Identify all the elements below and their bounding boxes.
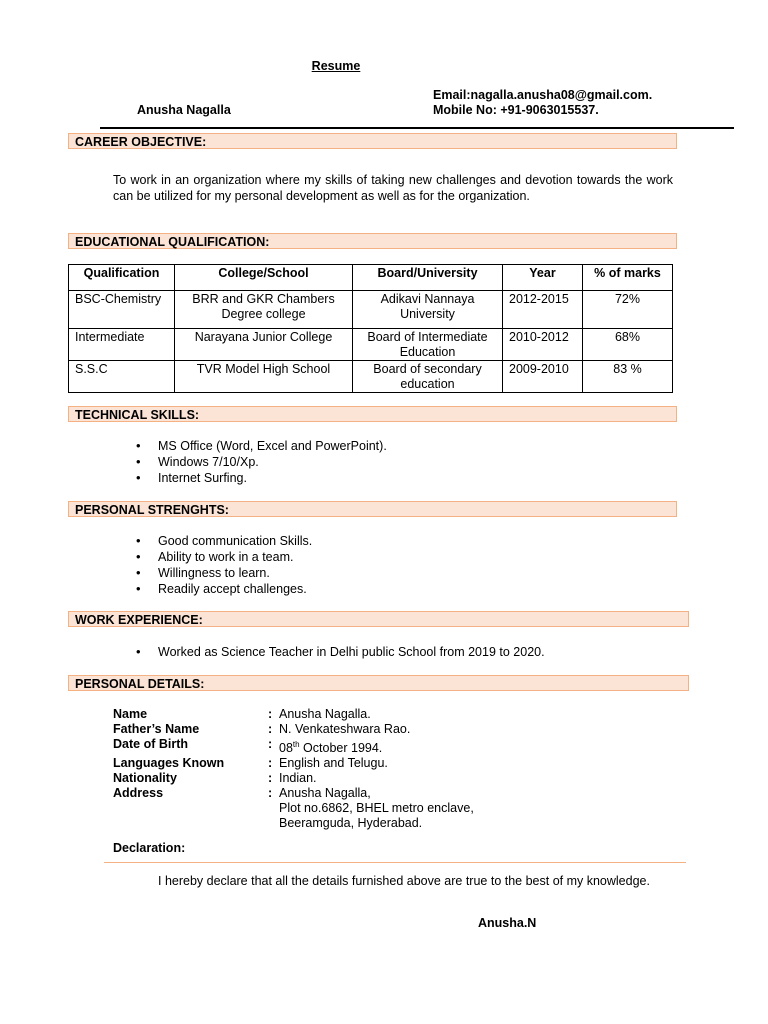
list-item: • Windows 7/10/Xp. — [136, 454, 387, 470]
column-header: % of marks — [583, 265, 673, 291]
detail-colon: : — [268, 756, 273, 771]
work-experience-heading: WORK EXPERIENCE: — [68, 611, 689, 627]
header-divider — [100, 127, 734, 129]
table-cell: 83 % — [583, 361, 673, 393]
detail-colon: : — [268, 771, 273, 786]
dob-suffix: th — [292, 740, 300, 749]
resume-title: Resume — [311, 59, 361, 73]
dob-day: 08 — [279, 741, 293, 756]
detail-value: Anusha Nagalla. — [279, 707, 371, 721]
address-line: Plot no.6862, BHEL metro enclave, — [279, 801, 474, 816]
list-item: • MS Office (Word, Excel and PowerPoint). — [136, 438, 387, 454]
table-cell: BRR and GKR Chambers Degree college — [175, 291, 353, 329]
table-cell: Narayana Junior College — [175, 329, 353, 361]
detail-label: Nationality — [113, 771, 177, 786]
detail-row-dob — [113, 737, 474, 756]
table-cell: BSC-Chemistry — [69, 291, 175, 329]
list-item: • Readily accept challenges. — [136, 581, 312, 597]
table-cell: 2009-2010 — [503, 361, 583, 393]
detail-value: English and Telugu. — [279, 756, 388, 771]
table-cell: Board of Intermediate Education — [353, 329, 503, 361]
education-table — [68, 264, 673, 393]
table-cell: TVR Model High School — [175, 361, 353, 393]
table-cell: 2010-2012 — [503, 329, 583, 361]
detail-colon: : — [268, 722, 273, 736]
email-text: Email:nagalla.anusha08@gmail.com. — [433, 88, 653, 102]
detail-row-nationality — [113, 771, 474, 786]
column-header: Year — [503, 265, 583, 291]
education-heading: EDUCATIONAL QUALIFICATION: — [68, 233, 677, 249]
column-header: Board/University — [353, 265, 503, 291]
address-line: Anusha Nagalla, — [279, 786, 371, 801]
table-cell: 72% — [583, 291, 673, 329]
column-header: College/School — [175, 265, 353, 291]
list-item: • Internet Surfing. — [136, 470, 387, 486]
detail-row-languages — [113, 756, 474, 771]
table-row — [69, 291, 673, 329]
career-objective-text: To work in an organization where my skills of taking new challenges and devotion towards the work can be utilized for my personal development as well as for the organization. — [113, 173, 673, 203]
declaration-heading: Declaration: — [113, 841, 186, 855]
detail-row-name — [113, 707, 474, 722]
mobile-text: Mobile No: +91-9063015537. — [433, 103, 599, 117]
work-experience-list — [136, 644, 545, 660]
detail-label: Name — [113, 707, 148, 721]
detail-colon: : — [268, 786, 273, 801]
detail-row-father — [113, 722, 474, 737]
detail-colon: : — [268, 737, 273, 751]
signature: Anusha.N — [478, 916, 537, 930]
column-header: Qualification — [69, 265, 175, 291]
career-objective-heading: CAREER OBJECTIVE: — [68, 133, 677, 149]
education-table-header — [69, 265, 673, 291]
list-item: • Worked as Science Teacher in Delhi public School from 2019 to 2020. — [136, 644, 545, 660]
detail-label: Languages Known — [113, 756, 225, 771]
declaration-text: I hereby declare that all the details furnished above are true to the best of my knowledge. — [158, 874, 650, 888]
personal-strengths-list — [136, 533, 312, 597]
table-row — [69, 329, 673, 361]
detail-colon: : — [268, 707, 273, 721]
table-cell: Adikavi Nannaya University — [353, 291, 503, 329]
detail-row-address — [113, 786, 474, 831]
contact-block — [433, 88, 652, 118]
table-cell: Board of secondary education — [353, 361, 503, 393]
technical-skills-heading: TECHNICAL SKILLS: — [68, 406, 677, 422]
declaration-divider — [104, 862, 686, 863]
table-row — [69, 361, 673, 393]
detail-label: Address — [113, 786, 164, 801]
dob-rest: October 1994. — [299, 741, 383, 756]
table-cell: 68% — [583, 329, 673, 361]
detail-value: N. Venkateshwara Rao. — [279, 722, 411, 736]
table-cell: S.S.C — [69, 361, 175, 393]
technical-skills-list — [136, 438, 387, 486]
detail-label: Date of Birth — [113, 737, 188, 751]
list-item: • Ability to work in a team. — [136, 549, 312, 565]
detail-value — [279, 786, 474, 831]
detail-value: Indian. — [279, 771, 317, 786]
personal-strengths-heading: PERSONAL STRENGHTS: — [68, 501, 677, 517]
personal-details-heading: PERSONAL DETAILS: — [68, 675, 689, 691]
table-cell: 2012-2015 — [503, 291, 583, 329]
personal-details — [113, 707, 474, 831]
list-item: • Good communication Skills. — [136, 533, 312, 549]
address-line: Beeramguda, Hyderabad. — [279, 816, 423, 831]
candidate-name: Anusha Nagalla — [137, 103, 231, 117]
table-cell: Intermediate — [69, 329, 175, 361]
detail-label: Father’s Name — [113, 722, 200, 736]
list-item: • Willingness to learn. — [136, 565, 312, 581]
detail-value — [279, 737, 382, 756]
